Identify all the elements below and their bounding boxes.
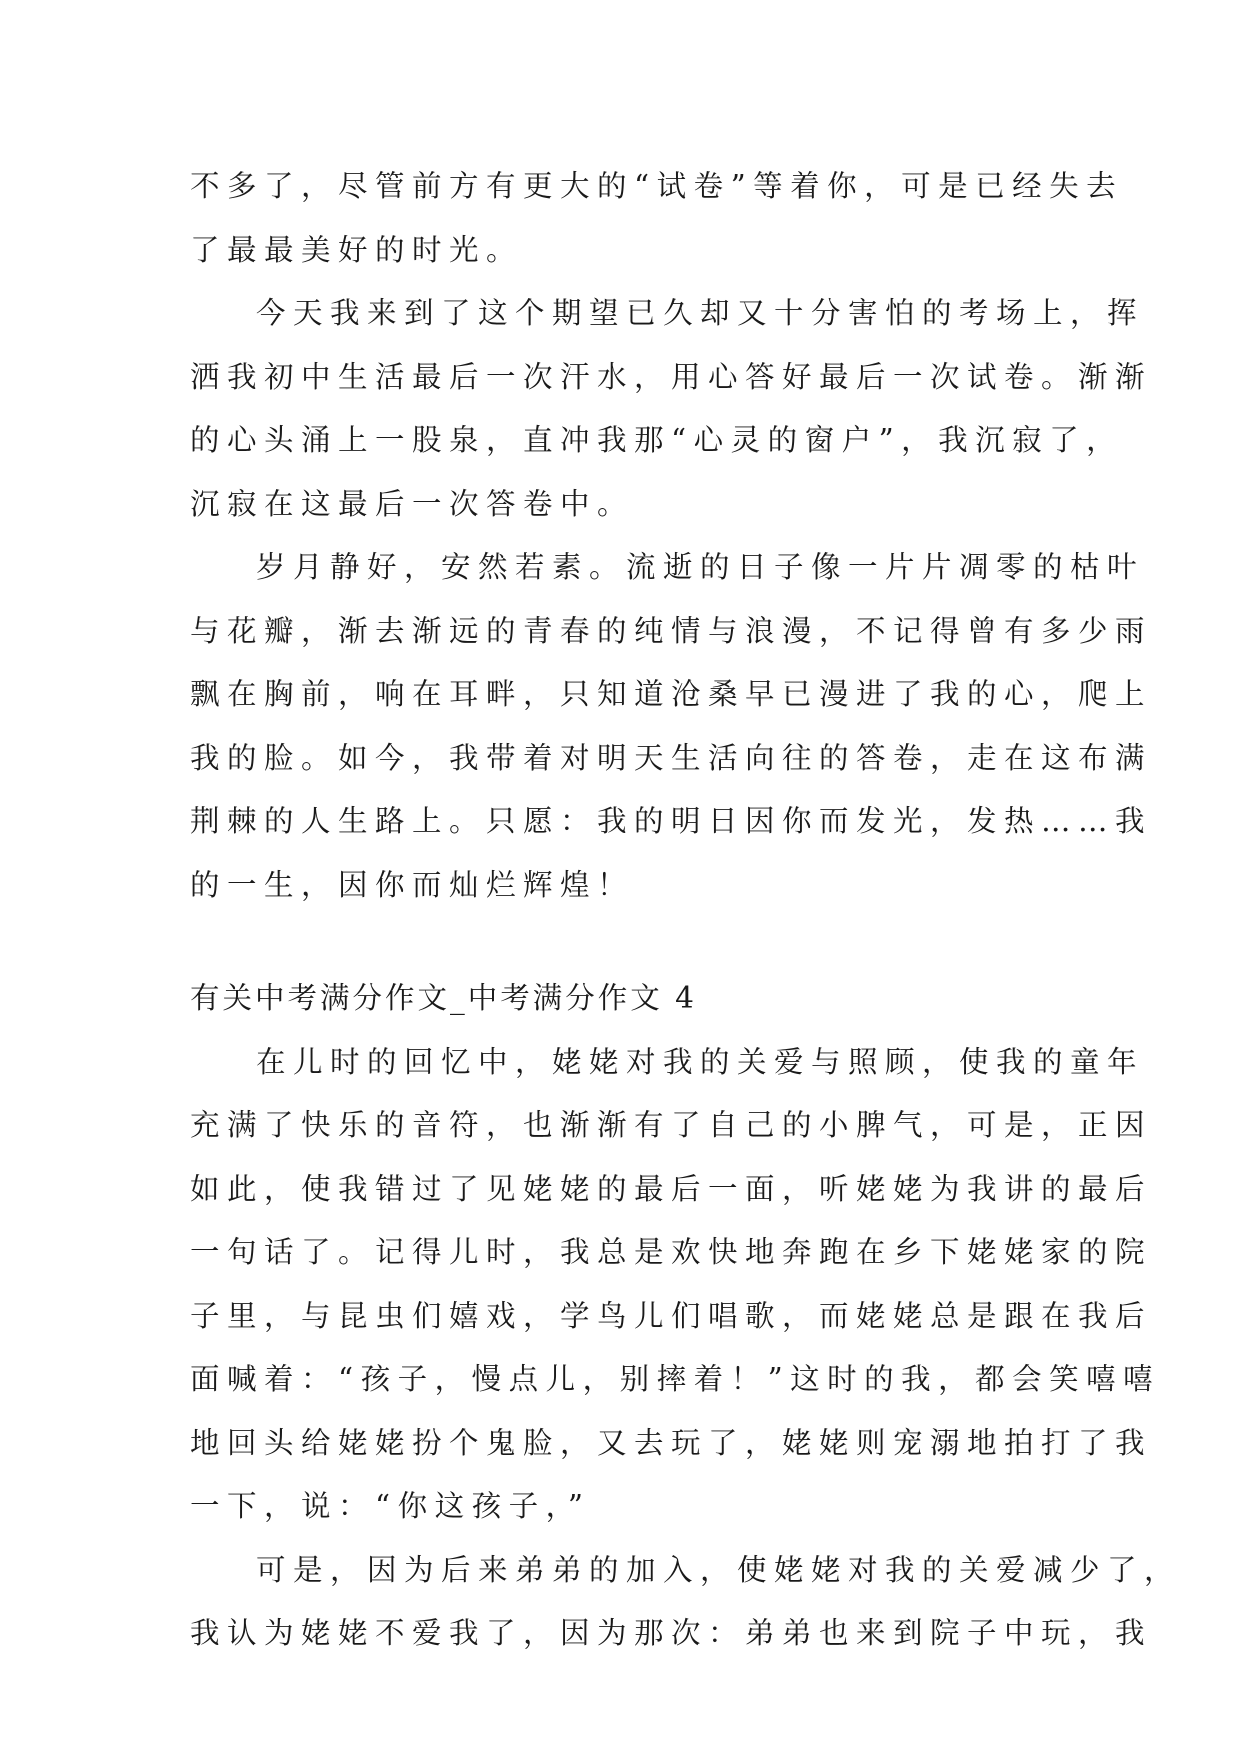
paragraph-1 [190,155,1124,282]
document-page [190,155,1182,1666]
paragraph-5 [190,1539,1182,1666]
text-line: 今天我来到了这个期望已久却又十分害怕的考场上，挥 [256,296,1145,330]
text-line: 岁月静好，安然若素。流逝的日子像一片片凋零的枯叶 [256,550,1145,584]
text-line: 洒我初中生活最后一次汗水，用心答好最后一次试卷。渐渐 [190,359,1153,394]
text-line: 充满了快乐的音符，也渐渐有了自己的小脾气，可是，正因 [190,1108,1153,1142]
text-line: 如此，使我错过了见姥姥的最后一面，听姥姥为我讲的最后 [190,1171,1153,1206]
section-top [190,155,1153,917]
section-heading: 有关中考满分作文_中考满分作文 4 [190,981,697,1015]
text-line: 了最最美好的时光。 [190,232,524,267]
section-bottom [190,1031,1182,1666]
text-line: 在儿时的回忆中，姥姥对我的关爱与照顾，使我的童年 [256,1044,1145,1079]
text-line: 飘在胸前，响在耳畔，只知道沧桑早已漫进了我的心，爬上 [190,677,1153,711]
text-line: 与花瓣，渐去渐远的青春的纯情与浪漫，不记得曾有多少雨 [190,613,1153,648]
paragraph-4 [190,1031,1161,1539]
text-line: 不多了，尽管前方有更大的“试卷”等着你，可是已经失去 [190,169,1124,203]
text-line: 面喊着：“孩子，慢点儿，别摔着！”这时的我，都会笑嘻嘻 [190,1362,1161,1396]
text-line: 一句话了。记得儿时，我总是欢快地奔跑在乡下姥姥家的院 [190,1235,1153,1269]
paragraph-2 [190,282,1153,536]
text-line: 的心头涌上一股泉，直冲我那“心灵的窗户”，我沉寂了， [190,423,1124,457]
text-line: 沉寂在这最后一次答卷中。 [190,486,635,521]
text-line: 我认为姥姥不爱我了，因为那次：弟弟也来到院子中玩，我 [190,1616,1153,1650]
text-line: 我的脸。如今，我带着对明天生活向往的答卷，走在这布满 [190,740,1153,775]
paragraph-3 [190,536,1153,917]
text-line: 的一生，因你而灿烂辉煌！ [190,867,635,902]
text-line: 可是，因为后来弟弟的加入，使姥姥对我的关爱减少了， [256,1552,1182,1587]
text-line: 一下，说：“你这孩子，” [190,1489,591,1523]
text-line: 子里，与昆虫们嬉戏，学鸟儿们唱歌，而姥姥总是跟在我后 [190,1298,1153,1333]
text-line: 荆棘的人生路上。只愿：我的明日因你而发光，发热……我 [190,804,1153,838]
text-line: 地回头给姥姥扮个鬼脸，又去玩了，姥姥则宠溺地拍打了我 [190,1425,1153,1460]
